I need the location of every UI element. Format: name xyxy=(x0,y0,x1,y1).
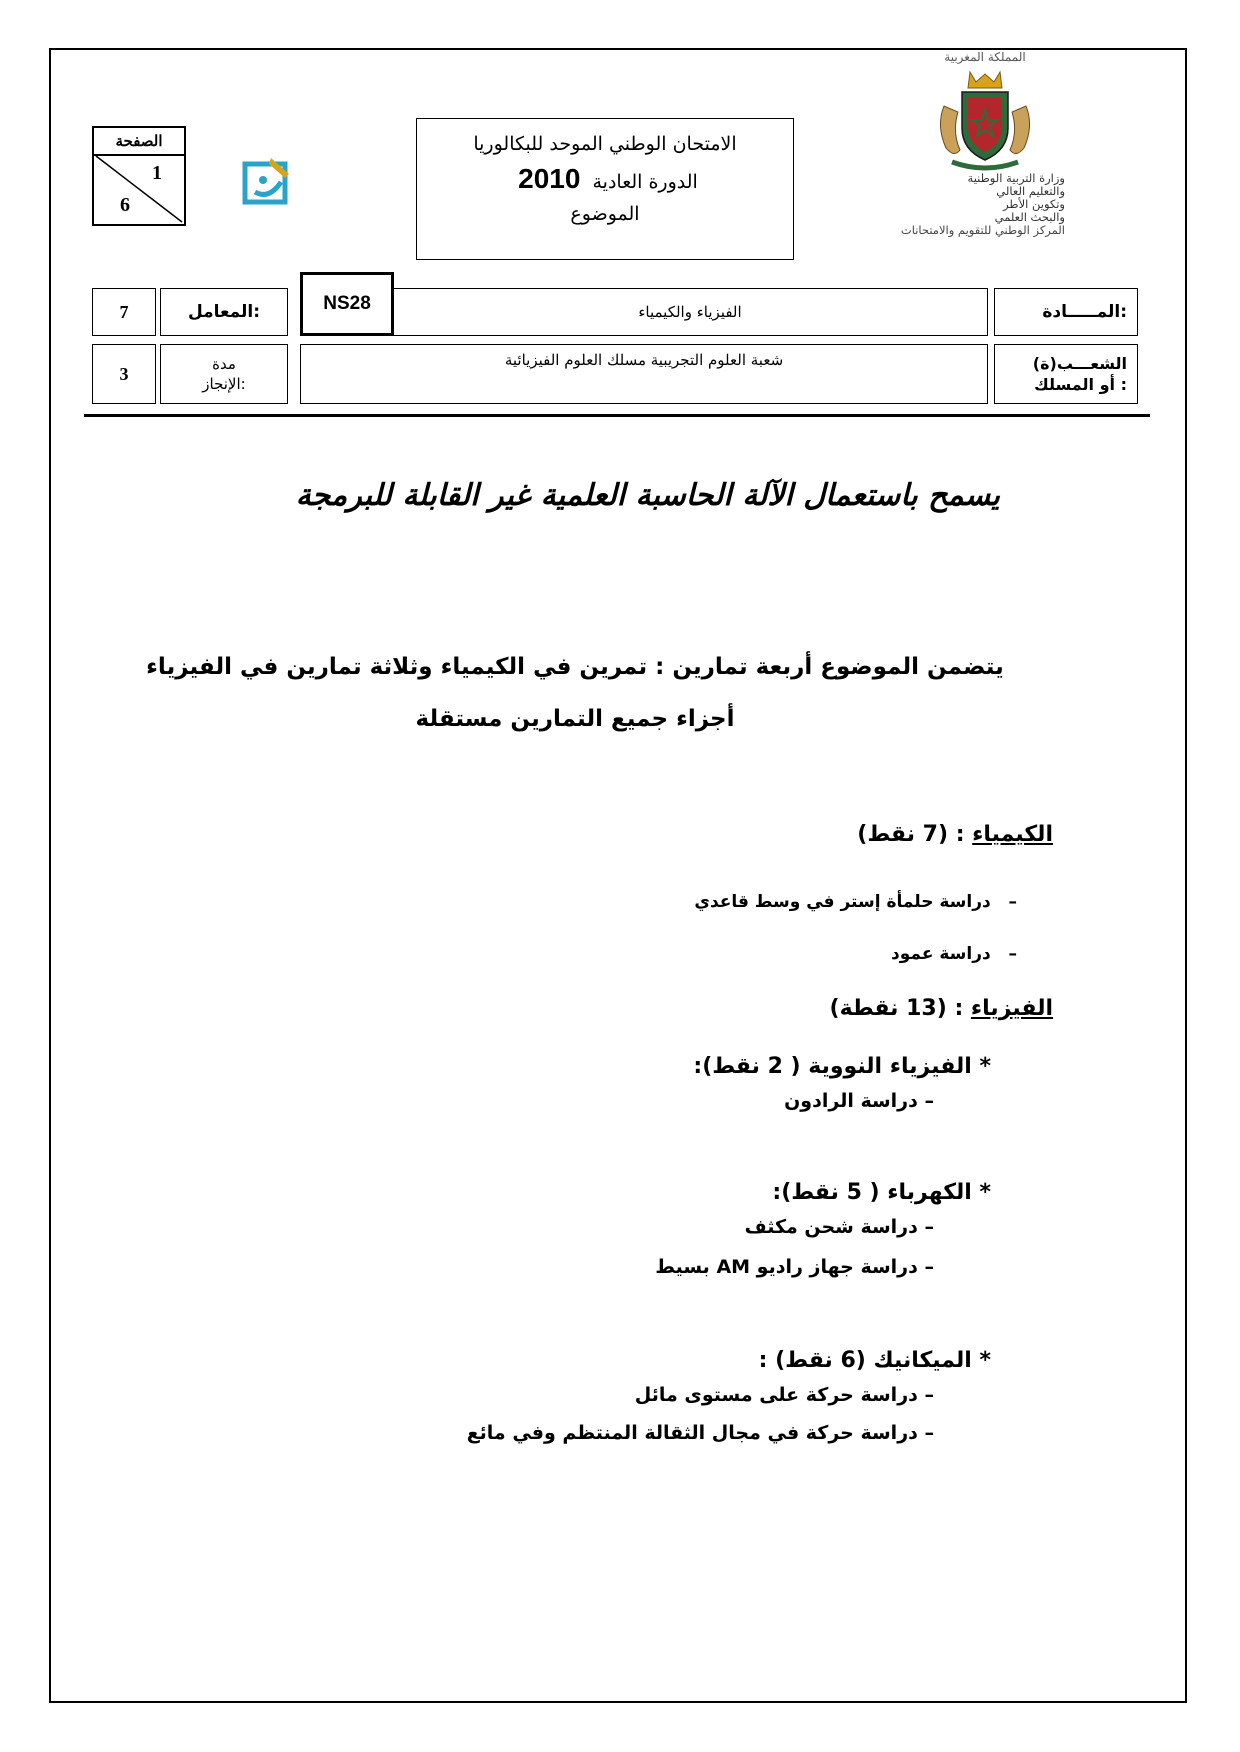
mechanics-heading: * الميكانيك (6 نقط) : xyxy=(758,1348,991,1373)
page-diagonal xyxy=(94,154,184,224)
ministry-line: وتكوين الأطر xyxy=(1003,197,1065,211)
header-separator xyxy=(84,414,1150,417)
calculator-instruction: يسمح باستعمال الآلة الحاسبة العلمية غير القابلة للبرمجة xyxy=(295,478,1000,513)
coefficient-label: المعامل: xyxy=(160,288,288,336)
branch-label-line: الشعـــب(ة) xyxy=(1032,354,1127,373)
subject-label: المـــــادة: xyxy=(994,288,1138,336)
session-label: الدورة العادية xyxy=(592,171,698,193)
subject-code: NS28 xyxy=(300,272,394,336)
royal-emblem-icon xyxy=(930,66,1040,176)
mechanics-item: – دراسة حركة في مجال الثقالة المنتظم وفي مائع xyxy=(466,1422,934,1444)
duration-label xyxy=(160,344,288,404)
session-line xyxy=(417,163,793,195)
chemistry-item-text: دراسة حلمأة إستر في وسط قاعدي xyxy=(694,892,991,912)
coefficient-value: 7 xyxy=(92,288,156,336)
page-total: 6 xyxy=(120,194,130,216)
electricity-heading: * الكهرباء ( 5 نقط): xyxy=(772,1180,991,1205)
chemistry-item xyxy=(694,892,1017,912)
duration-label-line: الإنجاز: xyxy=(202,375,246,393)
chemistry-item xyxy=(891,944,1017,964)
duration-value: 3 xyxy=(92,344,156,404)
cnem-logo-icon xyxy=(241,152,297,208)
subject-value: الفيزياء والكيمياء xyxy=(392,288,988,336)
chemistry-heading xyxy=(857,822,1053,847)
ministry-line: والبحث العلمي xyxy=(994,210,1065,224)
physics-heading xyxy=(830,996,1053,1021)
ministry-line: والتعليم العالي xyxy=(996,184,1065,198)
electricity-item: – دراسة شحن مكثف xyxy=(744,1216,934,1238)
exam-title: الامتحان الوطني الموحد للبكالوريا xyxy=(473,133,737,155)
duration-label-line: مدة xyxy=(212,355,236,373)
doc-type: الموضوع xyxy=(570,203,640,225)
summary-line-2: أجزاء جميع التمارين مستقلة xyxy=(415,706,735,732)
exam-center-name: المركز الوطني للتقويم والامتحانات xyxy=(900,223,1065,237)
physics-points: : (13 نقطة) xyxy=(829,996,964,1021)
mechanics-item: – دراسة حركة على مستوى مائل xyxy=(634,1384,934,1406)
ministry-line: وزارة التربية الوطنية xyxy=(967,171,1065,185)
chemistry-points: : (7 نقط) xyxy=(857,822,965,847)
page-label: الصفحة xyxy=(94,128,184,156)
branch-value: شعبة العلوم التجريبية مسلك العلوم الفيزيائية xyxy=(300,344,988,404)
nuclear-heading: * الفيزياء النووية ( 2 نقط): xyxy=(693,1054,991,1079)
exam-year: 2010 xyxy=(518,163,581,194)
branch-label-line: أو المسلك : xyxy=(1034,375,1127,394)
chemistry-title: الكيمياء xyxy=(972,822,1053,847)
dash-icon: – xyxy=(990,944,1017,964)
electricity-item: – دراسة جهاز راديو AM بسيط xyxy=(655,1256,934,1278)
chemistry-item-text: دراسة عمود xyxy=(891,944,991,964)
dash-icon: – xyxy=(990,892,1017,912)
branch-label xyxy=(994,344,1138,404)
page-current: 1 xyxy=(152,162,162,184)
page-number-box xyxy=(92,126,186,226)
summary-line-1: يتضمن الموضوع أربعة تمارين : تمرين في الكيمياء وثلاثة تمارين في الفيزياء xyxy=(146,654,1004,680)
nuclear-item: – دراسة الرادون xyxy=(784,1090,934,1112)
kingdom-name: المملكة المغربية xyxy=(944,50,1026,64)
physics-title: الفيزياء xyxy=(970,996,1053,1021)
ministry-block xyxy=(880,172,1065,237)
exam-title-box xyxy=(416,118,794,260)
